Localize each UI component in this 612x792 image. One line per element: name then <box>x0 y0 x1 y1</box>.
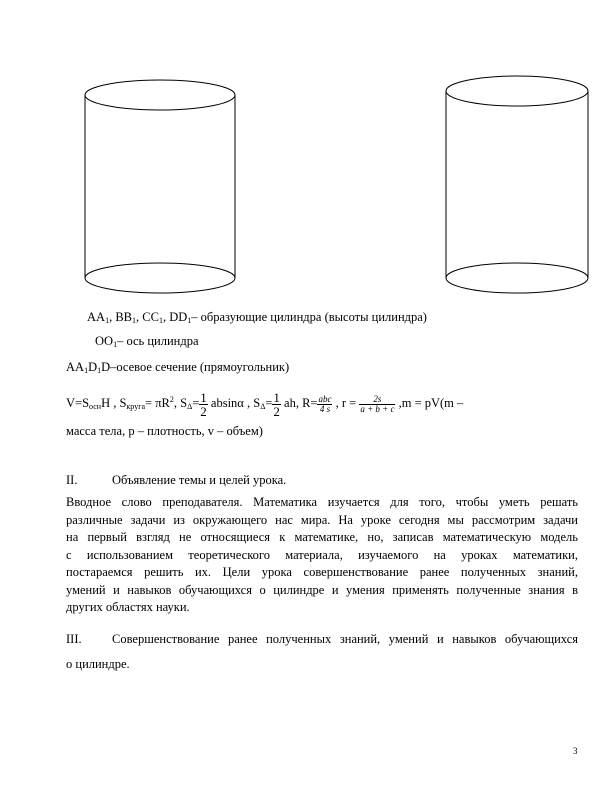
cylinder-left-bottom-arc <box>85 278 235 293</box>
subscript: Δ <box>260 402 266 411</box>
subscript: 1 <box>187 316 192 325</box>
text: V=S <box>66 396 90 410</box>
fraction-one-half <box>272 391 281 418</box>
text: – образующие цилиндра (высоты цилиндра) <box>191 310 427 324</box>
text: – ось цилиндра <box>117 334 199 348</box>
text: = <box>265 396 273 410</box>
subscript: 1 <box>113 340 118 349</box>
page-number: 3 <box>573 746 578 756</box>
subscript: 1 <box>84 366 89 375</box>
cylinder-left-bottom-arc-back <box>85 263 235 278</box>
text: H , S <box>101 396 127 410</box>
text: , BB <box>109 310 132 324</box>
formula-line <box>66 385 464 419</box>
section-2-number: II. <box>66 473 78 487</box>
subscript: Δ <box>187 402 193 411</box>
denominator: a + b + c <box>360 403 395 414</box>
numerator: 2s <box>359 395 395 405</box>
paragraph-line: на первый взгляд не относящиеся к математике, но, записав математическую модель <box>66 530 578 544</box>
subscript: осн <box>89 402 102 411</box>
section-2-paragraph <box>66 494 578 617</box>
numerator: abc <box>318 393 332 404</box>
subscript: 1 <box>158 316 163 325</box>
paragraph-line: Вводное слово преподавателя. Математика изучается для того, чтобы уметь решать <box>66 495 578 509</box>
denominator: 2 <box>200 403 207 419</box>
text: AA <box>87 310 106 324</box>
section-3-heading <box>66 632 578 672</box>
numerator: 1 <box>200 389 207 405</box>
denominator: 4 s <box>319 403 331 414</box>
text: D–осевое сечение (прямоугольник) <box>101 360 290 374</box>
text: ,m = pV(m – <box>395 396 464 410</box>
paragraph-line: умений и навыков обучающихся о цилиндре и умения применять полученные знания в <box>66 582 578 597</box>
cylinder-left-drawing <box>82 78 238 298</box>
subscript: 1 <box>97 366 102 375</box>
text: , DD <box>162 310 188 324</box>
cylinder-right-bottom-arc-back <box>446 263 588 278</box>
axis-line <box>95 334 199 349</box>
section-2-heading <box>66 473 286 488</box>
cylinder-right-drawing <box>442 74 592 298</box>
text: AA <box>66 360 85 374</box>
paragraph-line: различные задачи из окружающего нас мира. На уроке сегодня мы рассмотрим задачи <box>66 512 578 527</box>
text: , S <box>173 396 188 410</box>
text: = <box>192 396 200 410</box>
section-3-title-line-2: о цилиндре. <box>66 657 130 671</box>
text: D <box>88 360 98 374</box>
fraction-abc-4s <box>317 395 332 414</box>
axial-section-line <box>66 360 289 375</box>
paragraph-line: других областях науки. <box>66 600 190 614</box>
generators-line <box>87 310 427 325</box>
text: = πR <box>145 396 170 410</box>
denominator: 2 <box>273 403 280 419</box>
text: , CC <box>136 310 159 324</box>
paragraph-line: постараемся решить их. Цели урока совершенствование ранее полученных знаний, <box>66 565 578 579</box>
paragraph-line: с использованием теоретического материала, изучаемого на уроках математики, <box>66 547 578 562</box>
text: OO <box>95 334 114 348</box>
superscript: 2 <box>169 395 174 404</box>
formula-continuation: масса тела, р – плотность, v – объем) <box>66 424 263 438</box>
section-2-title: Объявление темы и целей урока. <box>112 473 287 487</box>
fraction-inradius <box>359 395 395 414</box>
cylinder-right-bottom-arc <box>446 278 588 293</box>
subscript: 1 <box>132 316 136 325</box>
text: absinα , S <box>207 396 261 410</box>
text: , r = <box>332 396 360 410</box>
numerator: 1 <box>273 389 280 405</box>
text: ah, R= <box>280 396 318 410</box>
fraction-one-half <box>199 391 208 418</box>
section-3-title-line-1: Совершенствование ранее полученных знаний, умений и навыков обучающихся <box>112 632 578 646</box>
subscript: круга <box>126 402 146 411</box>
subscript: 1 <box>105 316 110 325</box>
cylinder-right-top-ellipse <box>446 76 588 106</box>
section-3-number: III. <box>66 632 82 646</box>
cylinder-left-top-ellipse <box>85 80 235 110</box>
